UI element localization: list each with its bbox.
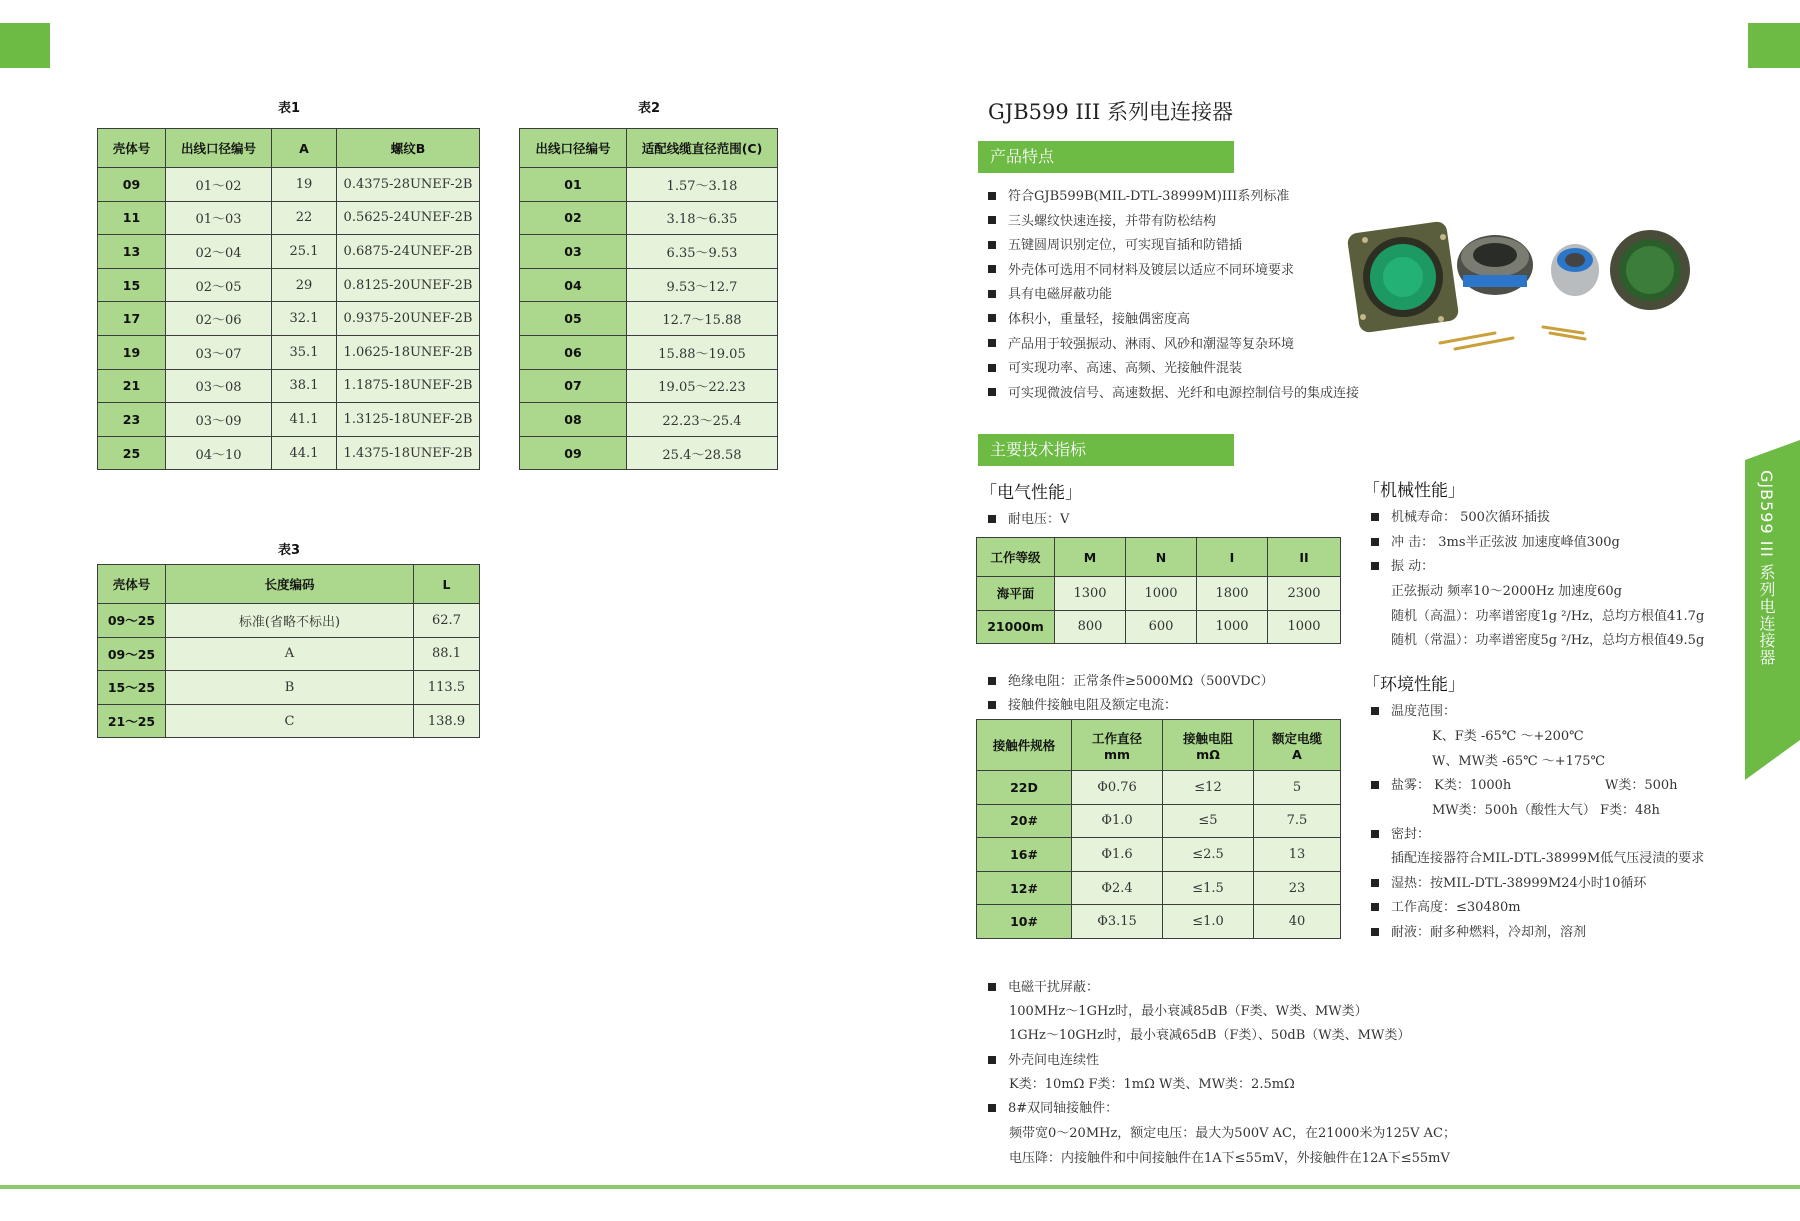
table3-header: 壳体号 [98, 565, 166, 604]
voltage-table-header: II [1268, 538, 1341, 577]
salt-w: W类：500h [1605, 778, 1678, 793]
table-cell: 21～25 [98, 704, 166, 738]
table-cell: 38.1 [272, 369, 337, 403]
env-fluids: 耐液：耐多种燃料，冷却剂，溶剂 [1371, 921, 1586, 940]
bottom-rule [0, 1185, 1800, 1189]
table-cell: 13 [1254, 838, 1341, 872]
table-cell: 13 [98, 235, 166, 269]
table-cell: 23 [1254, 871, 1341, 905]
table-row [98, 235, 480, 269]
table-cell: 5 [1254, 771, 1341, 805]
table-row [98, 436, 480, 470]
bullet-icon [988, 364, 996, 372]
table-cell: 05 [520, 302, 627, 336]
flange-connector-icon [1347, 221, 1460, 334]
table1-header: 螺纹B [337, 129, 480, 168]
bullet-icon [988, 290, 996, 298]
bullet-icon [1371, 928, 1379, 936]
table-row [520, 335, 778, 369]
table-cell: Φ1.0 [1072, 804, 1163, 838]
voltage-table [976, 537, 1341, 644]
contact-table-header: 工作直径 mm [1072, 720, 1163, 771]
voltage-table-header: 工作等级 [977, 538, 1055, 577]
table-cell: 15 [98, 268, 166, 302]
table-cell: 1.3125-18UNEF-2B [337, 403, 480, 437]
table-cell: 88.1 [414, 637, 480, 671]
table-cell: 06 [520, 335, 627, 369]
table-cell: 25 [98, 436, 166, 470]
feature-item: 外壳体可选用不同材料及镀层以适应不同环境要求 [988, 259, 1359, 284]
table-cell: 03 [520, 235, 627, 269]
table-cell: 19 [272, 168, 337, 202]
table1-title: 表1 [278, 101, 301, 116]
table-cell: 21 [98, 369, 166, 403]
table-cell: 40 [1254, 905, 1341, 939]
table-row [98, 637, 480, 671]
table1-header: 壳体号 [98, 129, 166, 168]
table-row [98, 168, 480, 202]
table-cell: 19.05～22.23 [627, 369, 778, 403]
mech-life: 机械寿命： 500次循环插拔 [1371, 506, 1550, 525]
seal-line: 插配连接器符合MIL-DTL-38999M低气压浸渍的要求 [1391, 851, 1705, 866]
table-row [520, 201, 778, 235]
table-cell: 62.7 [414, 604, 480, 638]
salt-line: MW类：500h（酸性大气） F类：48h [1432, 803, 1660, 818]
table-cell: 1800 [1197, 577, 1268, 611]
feature-item: 可实现功率、高速、高频、光接触件混装 [988, 357, 1359, 382]
table-cell: B [166, 671, 414, 705]
table-cell: 1.57～3.18 [627, 168, 778, 202]
bullet-icon [988, 314, 996, 322]
table-cell: 10# [977, 905, 1072, 939]
bullet-icon [988, 1104, 996, 1112]
bullet-icon [1371, 903, 1379, 911]
mech-vibration: 振 动： [1371, 555, 1434, 574]
section-bar-features: 产品特点 [978, 141, 1234, 173]
table-cell: 1.1875-18UNEF-2B [337, 369, 480, 403]
feature-item: 可实现微波信号、高速数据、光纤和电源控制信号的集成连接 [988, 382, 1359, 407]
table1 [97, 128, 480, 470]
table-row [520, 302, 778, 336]
table-cell: Φ0.76 [1072, 771, 1163, 805]
connector-product-photo [1345, 215, 1695, 355]
silver-connector-icon [1551, 244, 1599, 296]
table-cell: 9.53～12.7 [627, 268, 778, 302]
table-cell: 12.7～15.88 [627, 302, 778, 336]
table1-header: 出线口径编号 [166, 129, 272, 168]
feature-item: 符合GJB599B(MIL-DTL-38999M)III系列标准 [988, 185, 1359, 210]
table-cell: 海平面 [977, 577, 1055, 611]
feature-item: 具有电磁屏蔽功能 [988, 283, 1359, 308]
table-cell: 09 [520, 436, 627, 470]
table-cell: 01～02 [166, 168, 272, 202]
bullet-icon [988, 388, 996, 396]
vibration-line: 随机（高温）：功率谱密度1g ²/Hz，总均方根值41.7g [1391, 609, 1705, 624]
table2-header: 出线口径编号 [520, 129, 627, 168]
table-cell: 04～10 [166, 436, 272, 470]
env-salt: 盐雾： K类：1000h [1371, 774, 1511, 793]
vibration-line: 正弦振动 频率10～2000Hz 加速度60g [1391, 584, 1622, 599]
table-row [520, 403, 778, 437]
bullet-icon [1371, 538, 1379, 546]
table-cell: 1.4375-18UNEF-2B [337, 436, 480, 470]
table-row [98, 704, 480, 738]
table-cell: 29 [272, 268, 337, 302]
table-row [98, 268, 480, 302]
table-cell: 22.23～25.4 [627, 403, 778, 437]
table-cell: 25.1 [272, 235, 337, 269]
table2 [519, 128, 778, 470]
table-cell: 12# [977, 871, 1072, 905]
emi-line: 1GHz～10GHz时，最小衰减65dB（F类）、50dB（W类、MW类） [1009, 1028, 1411, 1043]
coax-label: 8#双同轴接触件： [988, 1097, 1118, 1116]
table-cell: 02～05 [166, 268, 272, 302]
voltage-label: 耐电压：V [988, 508, 1069, 527]
contact-table-header: 额定电缆 A [1254, 720, 1341, 771]
bullet-icon [988, 515, 996, 523]
table-cell: 44.1 [272, 436, 337, 470]
env-humidity: 湿热：按MIL-DTL-38999M24小时10循环 [1371, 872, 1646, 891]
table-cell: 0.6875-24UNEF-2B [337, 235, 480, 269]
bullet-icon [988, 339, 996, 347]
bullet-icon [1371, 781, 1379, 789]
table-cell: 113.5 [414, 671, 480, 705]
bullet-icon [988, 192, 996, 200]
table-row [977, 577, 1341, 611]
table-cell: 09～25 [98, 604, 166, 638]
table-cell: 15～25 [98, 671, 166, 705]
table3-header: L [414, 565, 480, 604]
bullet-icon [1371, 513, 1379, 521]
feature-item: 五键圆周识别定位，可实现盲插和防错插 [988, 234, 1359, 259]
table-cell: 0.9375-20UNEF-2B [337, 302, 480, 336]
table-row [98, 201, 480, 235]
corner-decoration-right [1748, 23, 1800, 68]
table-row [977, 838, 1341, 872]
continuity-line: K类：10mΩ F类：1mΩ W类、MW类：2.5mΩ [1009, 1077, 1295, 1092]
feature-item: 三头螺纹快速连接，并带有防松结构 [988, 210, 1359, 235]
mech-shock: 冲 击： 3ms半正弦波 加速度峰值300g [1371, 531, 1620, 550]
table2-title: 表2 [638, 101, 661, 116]
table-row [98, 403, 480, 437]
env-seal: 密封： [1371, 823, 1430, 842]
table-cell: Φ1.6 [1072, 838, 1163, 872]
table-cell: C [166, 704, 414, 738]
table3 [97, 564, 480, 738]
table-cell: 22D [977, 771, 1072, 805]
table-cell: 1.0625-18UNEF-2B [337, 335, 480, 369]
env-temp-label: 温度范围： [1371, 700, 1456, 719]
voltage-table-header: I [1197, 538, 1268, 577]
table-cell: 01～03 [166, 201, 272, 235]
table-row [977, 871, 1341, 905]
table-cell: 0.5625-24UNEF-2B [337, 201, 480, 235]
table-row [98, 671, 480, 705]
table-cell: 15.88～19.05 [627, 335, 778, 369]
round-connector-icon [1610, 230, 1690, 310]
table-row [977, 905, 1341, 939]
insulation-line: 绝缘电阻：正常条件≥5000MΩ（500VDC） [988, 670, 1274, 689]
table-cell: 800 [1055, 610, 1126, 644]
bullet-icon [988, 1056, 996, 1064]
table-row [520, 436, 778, 470]
table-row [520, 235, 778, 269]
table-cell: 04 [520, 268, 627, 302]
table-row [520, 168, 778, 202]
table-row [98, 604, 480, 638]
plug-connector-icon [1457, 235, 1533, 295]
section-bar-specs: 主要技术指标 [978, 434, 1234, 466]
table-cell: 02～06 [166, 302, 272, 336]
table-cell: 09～25 [98, 637, 166, 671]
mechanical-heading: 「机械性能」 [1363, 481, 1465, 501]
table-cell: ≤1.0 [1163, 905, 1254, 939]
table-cell: 19 [98, 335, 166, 369]
bullet-icon [988, 265, 996, 273]
continuity-label: 外壳间电连续性 [988, 1049, 1099, 1068]
table-cell: 标准(省略不标出) [166, 604, 414, 638]
contact-table-header: 接触电阻 mΩ [1163, 720, 1254, 771]
table-cell: 2300 [1268, 577, 1341, 611]
bullet-icon [1371, 707, 1379, 715]
side-tab-label: GJB599 III 系列电连接器 [1757, 470, 1776, 666]
table-cell: 03～09 [166, 403, 272, 437]
table-row [520, 369, 778, 403]
temp-line: K、F类 -65℃ ～+200℃ [1432, 729, 1584, 744]
table-row [977, 804, 1341, 838]
table-cell: 02～04 [166, 235, 272, 269]
table-cell: 1000 [1126, 577, 1197, 611]
environmental-heading: 「环境性能」 [1363, 675, 1465, 695]
bullet-icon [988, 216, 996, 224]
table-cell: 32.1 [272, 302, 337, 336]
table-cell: 08 [520, 403, 627, 437]
document-title: GJB599 III 系列电连接器 [988, 100, 1233, 124]
table-cell: 20# [977, 804, 1072, 838]
table-cell: 16# [977, 838, 1072, 872]
table-cell: 07 [520, 369, 627, 403]
table-cell: 22 [272, 201, 337, 235]
feature-item: 体积小，重量轻，接触偶密度高 [988, 308, 1359, 333]
coax-line: 频带宽0～20MHz，额定电压：最大为500V AC，在21000米为125V AC； [1009, 1126, 1457, 1141]
electrical-heading: 「电气性能」 [980, 483, 1082, 503]
contact-table-header: 接触件规格 [977, 720, 1072, 771]
table3-header: 长度编码 [166, 565, 414, 604]
temp-line: W、MW类 -65℃ ～+175℃ [1432, 754, 1606, 769]
bullet-icon [988, 241, 996, 249]
table-cell: 03～08 [166, 369, 272, 403]
vibration-line: 随机（常温）：功率谱密度5g ²/Hz，总均方根值49.5g [1391, 633, 1705, 648]
table-cell: 41.1 [272, 403, 337, 437]
table-cell: 1000 [1197, 610, 1268, 644]
table-cell: A [166, 637, 414, 671]
voltage-table-header: N [1126, 538, 1197, 577]
table-cell: 01 [520, 168, 627, 202]
bullet-icon [988, 701, 996, 709]
bullet-icon [1371, 562, 1379, 570]
feature-item: 产品用于较强振动、淋雨、风砂和潮湿等复杂环境 [988, 333, 1359, 358]
table1-header: A [272, 129, 337, 168]
table-row [977, 771, 1341, 805]
emi-label: 电磁干扰屏蔽： [988, 976, 1099, 995]
table-cell: 11 [98, 201, 166, 235]
table-cell: 600 [1126, 610, 1197, 644]
table-cell: 17 [98, 302, 166, 336]
table-row [98, 335, 480, 369]
table-cell: Φ3.15 [1072, 905, 1163, 939]
bullet-icon [1371, 879, 1379, 887]
table-row [977, 610, 1341, 644]
bullet-icon [1371, 830, 1379, 838]
table-cell: 35.1 [272, 335, 337, 369]
table-cell: 21000m [977, 610, 1055, 644]
table-cell: 09 [98, 168, 166, 202]
bullet-icon [988, 983, 996, 991]
contact-label: 接触件接触电阻及额定电流： [988, 694, 1177, 713]
contact-pins-icon [1440, 327, 1585, 349]
table-cell: 1000 [1268, 610, 1341, 644]
table-cell: 3.18～6.35 [627, 201, 778, 235]
table-row [98, 369, 480, 403]
table3-title: 表3 [278, 543, 301, 558]
table-cell: 0.8125-20UNEF-2B [337, 268, 480, 302]
table-row [520, 268, 778, 302]
table-cell: 138.9 [414, 704, 480, 738]
emi-line: 100MHz～1GHz时，最小衰减85dB（F类、W类、MW类） [1009, 1004, 1368, 1019]
corner-decoration-left [0, 23, 50, 68]
table-cell: 7.5 [1254, 804, 1341, 838]
table-cell: ≤2.5 [1163, 838, 1254, 872]
table-cell: 02 [520, 201, 627, 235]
table-cell: ≤12 [1163, 771, 1254, 805]
table2-header: 适配线缆直径范围(C) [627, 129, 778, 168]
env-altitude: 工作高度：≤30480m [1371, 896, 1521, 915]
table-cell: ≤5 [1163, 804, 1254, 838]
coax-line: 电压降：内接触件和中间接触件在1A下≤55mV，外接触件在12A下≤55mV [1009, 1151, 1450, 1166]
table-cell: 6.35～9.53 [627, 235, 778, 269]
table-cell: 25.4～28.58 [627, 436, 778, 470]
features-list [988, 185, 1359, 406]
table-cell: 03～07 [166, 335, 272, 369]
table-cell: ≤1.5 [1163, 871, 1254, 905]
table-cell: Φ2.4 [1072, 871, 1163, 905]
table-cell: 0.4375-28UNEF-2B [337, 168, 480, 202]
table-cell: 23 [98, 403, 166, 437]
bullet-icon [988, 677, 996, 685]
table-cell: 1300 [1055, 577, 1126, 611]
contact-table [976, 719, 1341, 939]
voltage-table-header: M [1055, 538, 1126, 577]
table-row [98, 302, 480, 336]
